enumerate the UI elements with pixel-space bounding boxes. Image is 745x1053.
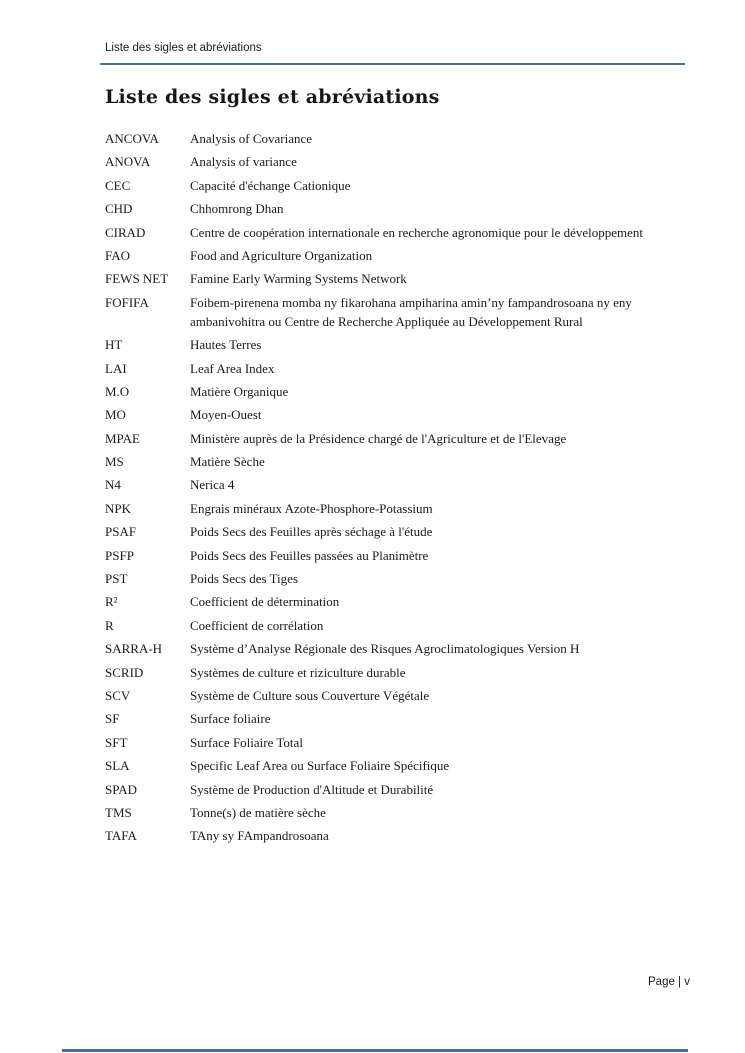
abbreviation-definition: Systèmes de culture et riziculture durable xyxy=(190,664,406,680)
abbreviation-row xyxy=(105,569,685,588)
abbreviation-row xyxy=(105,452,685,471)
abbreviation-definition: TAny sy FAmpandrosoana xyxy=(190,828,329,844)
abbreviation-definition: Hautes Terres xyxy=(190,337,262,353)
abbreviation-row xyxy=(105,756,685,775)
abbreviation-row xyxy=(105,475,685,494)
abbreviation-term: CHD xyxy=(105,201,133,217)
abbreviation-definition: Foibem-pirenena momba ny fikarohana ampiharina amin’ny fampandrosoana ny eny ambanivohitra ou Centre de Recherche Appliquée au Développement Rural xyxy=(190,294,632,329)
abbreviation-term: SF xyxy=(105,711,120,727)
abbreviation-row xyxy=(105,663,685,682)
abbreviation-term: NPK xyxy=(105,500,132,516)
abbreviation-row xyxy=(105,335,685,354)
abbreviation-row xyxy=(105,382,685,401)
abbreviation-definition: Analysis of Covariance xyxy=(190,131,313,146)
abbreviation-term: SFT xyxy=(105,734,128,750)
abbreviation-definition: Engrais minéraux Azote-Phosphore-Potassium xyxy=(190,500,433,516)
abbreviation-definition: Food and Agriculture Organization xyxy=(190,247,373,263)
abbreviation-definition: Système de Production d'Altitude et Durabilité xyxy=(190,781,434,797)
abbreviation-term: PST xyxy=(105,571,128,587)
abbreviation-term: SARRA-H xyxy=(105,641,163,657)
abbreviation-term: SPAD xyxy=(105,781,138,797)
abbreviation-row xyxy=(105,826,685,845)
abbreviation-term: CEC xyxy=(105,177,131,193)
abbreviation-definition: Centre de coopération internationale en recherche agronomique pour le développement xyxy=(190,224,644,240)
abbreviation-definition: Famine Early Warming Systems Network xyxy=(190,271,407,287)
abbreviation-term: FAO xyxy=(105,247,131,263)
abbreviation-row xyxy=(105,803,685,822)
page-title: Liste des sigles et abréviations xyxy=(105,86,440,108)
abbreviation-row xyxy=(105,223,685,242)
abbreviation-definition: Analysis of variance xyxy=(190,154,297,170)
abbreviation-definition: Capacité d'échange Cationique xyxy=(190,177,351,193)
abbreviation-definition: Specific Leaf Area ou Surface Foliaire Spécifique xyxy=(190,758,450,774)
abbreviation-term: PSAF xyxy=(105,524,137,540)
abbreviation-term: ANCOVA xyxy=(105,131,159,146)
abbreviation-row xyxy=(105,429,685,448)
abbreviation-row xyxy=(105,199,685,218)
abbreviation-row xyxy=(105,152,685,171)
abbreviation-definition: Système de Culture sous Couverture Végétale xyxy=(190,687,430,703)
abbreviation-row xyxy=(105,359,685,378)
abbreviation-row xyxy=(105,129,685,148)
abbreviation-definition: Surface Foliaire Total xyxy=(190,734,303,750)
abbreviation-row xyxy=(105,592,685,611)
abbreviation-term: MO xyxy=(105,407,126,423)
abbreviation-term: FOFIFA xyxy=(105,294,149,310)
abbreviation-definition: Poids Secs des Feuilles après séchage à l'étude xyxy=(190,524,433,540)
abbreviation-definition: Poids Secs des Tiges xyxy=(190,571,298,587)
abbreviation-definition: Ministère auprès de la Présidence chargé de l'Agriculture et de l'Elevage xyxy=(190,430,567,446)
abbreviation-row xyxy=(105,246,685,265)
abbreviation-row xyxy=(105,522,685,541)
abbreviation-definition: Poids Secs des Feuilles passées au Planimètre xyxy=(190,547,429,563)
abbreviation-definition: Nerica 4 xyxy=(190,477,235,493)
abbreviation-definition: Coefficient de détermination xyxy=(190,594,340,610)
abbreviation-term: TMS xyxy=(105,804,132,820)
abbreviation-term: N4 xyxy=(105,477,121,493)
abbreviation-term: ANOVA xyxy=(105,154,151,170)
abbreviation-term: PSFP xyxy=(105,547,134,563)
abbreviation-definition: Matière Sèche xyxy=(190,454,265,470)
abbreviation-row xyxy=(105,639,685,658)
abbreviation-definition: Système d’Analyse Régionale des Risques Agroclimatologiques Version H xyxy=(190,641,580,657)
abbreviation-definition: Matière Organique xyxy=(190,383,289,399)
abbreviation-term: LAI xyxy=(105,360,127,376)
abbreviation-row xyxy=(105,176,685,195)
abbreviation-term: TAFA xyxy=(105,828,137,844)
abbreviation-definition: Coefficient de corrélation xyxy=(190,617,324,633)
abbreviation-row xyxy=(105,405,685,424)
abbreviation-term: MPAE xyxy=(105,430,140,446)
running-header xyxy=(100,42,685,65)
abbreviation-definition: Chhomrong Dhan xyxy=(190,201,284,217)
abbreviation-row xyxy=(105,269,685,288)
abbreviation-row xyxy=(105,293,685,331)
abbreviation-term: SCRID xyxy=(105,664,144,680)
abbreviation-row xyxy=(105,733,685,752)
next-page-boundary-rule xyxy=(62,1049,688,1052)
abbreviation-row xyxy=(105,686,685,705)
abbreviation-term: CIRAD xyxy=(105,224,146,240)
page-number: Page | v xyxy=(648,976,690,988)
abbreviation-term: HT xyxy=(105,337,123,353)
abbreviation-term: R² xyxy=(105,594,118,610)
abbreviation-term: R xyxy=(105,617,114,633)
abbreviation-row xyxy=(105,546,685,565)
abbreviation-row xyxy=(105,780,685,799)
abbreviation-list xyxy=(105,129,685,850)
abbreviation-term: M.O xyxy=(105,383,130,399)
abbreviation-definition: Moyen-Ouest xyxy=(190,407,262,423)
abbreviation-definition: Surface foliaire xyxy=(190,711,271,727)
abbreviation-row xyxy=(105,499,685,518)
abbreviation-term: SCV xyxy=(105,687,131,703)
abbreviation-definition: Leaf Area Index xyxy=(190,360,275,376)
abbreviation-term: SLA xyxy=(105,758,130,774)
abbreviation-term: MS xyxy=(105,454,124,470)
abbreviation-definition: Tonne(s) de matière sèche xyxy=(190,804,326,820)
running-header-text: Liste des sigles et abréviations xyxy=(105,42,262,54)
abbreviation-row xyxy=(105,616,685,635)
abbreviation-row xyxy=(105,709,685,728)
abbreviation-term: FEWS NET xyxy=(105,271,169,287)
